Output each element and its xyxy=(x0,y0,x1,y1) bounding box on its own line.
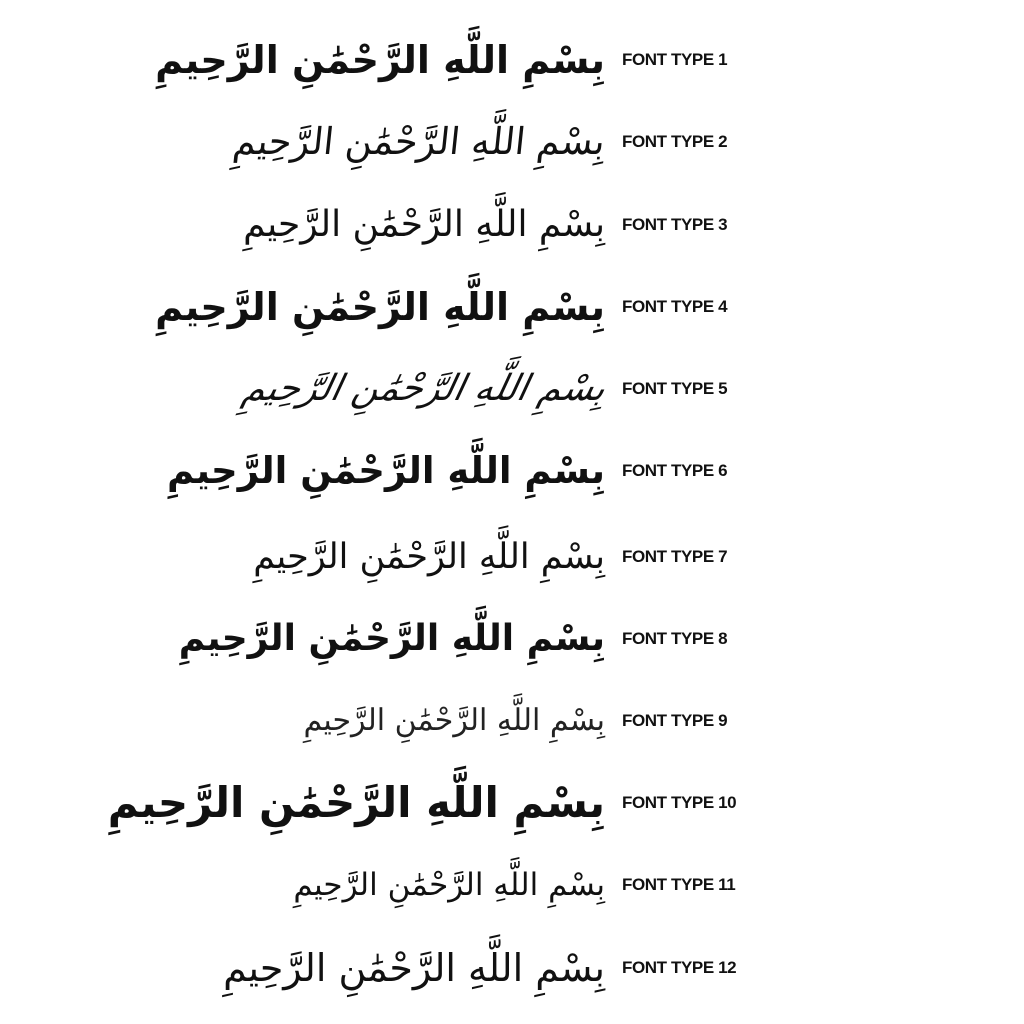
calligraphy-sample-7: بِسْمِ اللَّهِ الرَّحْمَٰنِ الرَّحِيمِ xyxy=(253,537,605,577)
calligraphy-sample-8: بِسْمِ اللَّهِ الرَّحْمَٰنِ الرَّحِيمِ xyxy=(178,618,605,659)
calligraphy-sample-4: بِسْمِ اللَّهِ الرَّحْمَٰنِ الرَّحِيمِ xyxy=(155,285,605,329)
font-sample-row-2 xyxy=(230,106,740,178)
font-type-label-12: FONT TYPE 12 xyxy=(622,958,737,977)
font-sample-row-3 xyxy=(243,189,740,261)
font-sample-row-9 xyxy=(280,685,740,757)
calligraphy-sample-9: بِسْمِ اللَّهِ الرَّحْمَٰنِ الرَّحِيمِ xyxy=(303,703,605,738)
font-type-label-7: FONT TYPE 7 xyxy=(622,547,728,566)
calligraphy-sample-6: بِسْمِ اللَّهِ الرَّحْمَٰنِ الرَّحِيمِ xyxy=(166,449,605,492)
font-sample-row-7 xyxy=(253,521,740,593)
font-sample-row-8 xyxy=(178,603,740,675)
font-type-label-4: FONT TYPE 4 xyxy=(622,297,728,316)
font-type-label-1: FONT TYPE 1 xyxy=(622,50,728,69)
font-type-label-10: FONT TYPE 10 xyxy=(622,793,737,812)
calligraphy-sample-10: بِسْمِ اللَّهِ الرَّحْمَٰنِ الرَّحِيمِ xyxy=(107,778,605,827)
font-type-label-5: FONT TYPE 5 xyxy=(622,379,728,398)
font-sample-row-5 xyxy=(238,353,740,425)
font-type-label-6: FONT TYPE 6 xyxy=(622,461,728,480)
font-type-label-8: FONT TYPE 8 xyxy=(622,629,728,648)
calligraphy-sample-2: بِسْمِ اللَّهِ الرَّحْمَٰنِ الرَّحِيمِ xyxy=(230,120,608,163)
font-sample-row-12 xyxy=(223,932,740,1004)
font-type-label-2: FONT TYPE 2 xyxy=(622,132,728,151)
calligraphy-sample-1: بِسْمِ اللَّهِ الرَّحْمَٰنِ الرَّحِيمِ xyxy=(155,38,605,82)
font-sample-row-10 xyxy=(107,767,740,839)
calligraphy-sample-5: بِسْمِ اللَّهِ الرَّحْمَٰنِ الرَّحِيمِ xyxy=(238,368,610,409)
font-sample-row-1 xyxy=(155,24,740,96)
calligraphy-sample-3: بِسْمِ اللَّهِ الرَّحْمَٰنِ الرَّحِيمِ xyxy=(243,204,605,245)
calligraphy-sample-11: بِسْمِ اللَّهِ الرَّحْمَٰنِ الرَّحِيمِ xyxy=(293,867,605,903)
font-type-label-9: FONT TYPE 9 xyxy=(622,711,728,730)
font-type-label-3: FONT TYPE 3 xyxy=(622,215,728,234)
calligraphy-sample-12: بِسْمِ اللَّهِ الرَّحْمَٰنِ الرَّحِيمِ xyxy=(223,946,605,990)
font-type-label-11: FONT TYPE 11 xyxy=(622,875,736,894)
font-sample-row-11 xyxy=(280,849,740,921)
font-sample-row-6 xyxy=(166,435,740,507)
font-sample-row-4 xyxy=(155,271,740,343)
